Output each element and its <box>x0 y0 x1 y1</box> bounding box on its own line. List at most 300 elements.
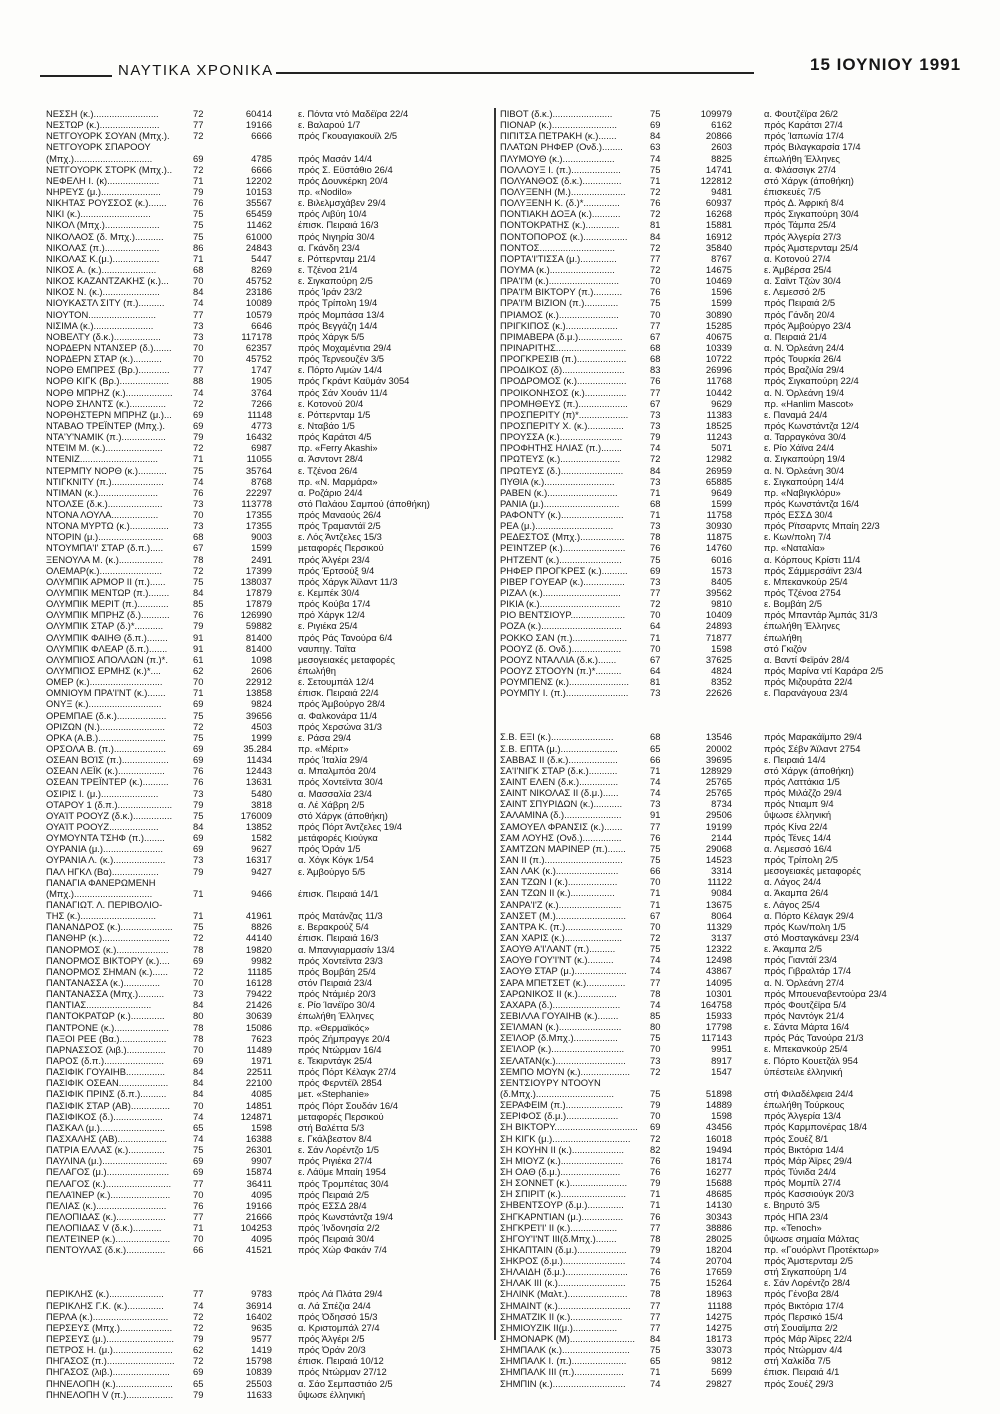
ship-name: ΠΙΟΝΑΡ (κ.)......................... <box>500 119 618 131</box>
build-year: 72 <box>650 1132 661 1144</box>
ship-row <box>496 431 966 442</box>
ship-name: ΠΑΥΛΙΝΑ (μ.)......................... <box>46 1155 168 1167</box>
ship-row <box>496 1055 966 1066</box>
ship-row <box>46 988 476 999</box>
build-year: 72 <box>193 130 204 142</box>
ship-row <box>46 453 476 464</box>
ship-position: πρός Φουτζέϊρα 5/4 <box>764 998 847 1010</box>
ship-position: πρός Βομβάη 25/4 <box>298 965 376 977</box>
ship-position: πρός Χάργκ 5/5 <box>298 330 365 342</box>
ship-row <box>46 1344 476 1355</box>
ship-position: ε. Σάντα Μάρτα 16/4 <box>764 1021 850 1033</box>
ship-row <box>496 141 966 152</box>
ship-name: ΝΙΚΟΣ Α. (κ.)..................... <box>46 263 157 275</box>
tonnage: 28025 <box>705 1232 732 1244</box>
ship-position: ε. Άμβέρσα 25/4 <box>764 263 832 275</box>
build-year: 79 <box>193 1388 204 1400</box>
ship-position: πρός Βεγγάζη 14/4 <box>298 319 378 331</box>
ship-row <box>46 108 476 119</box>
build-year: 75 <box>650 854 661 865</box>
build-year: 70 <box>193 676 204 688</box>
ship-name: ΣΗΜΙΟΥΖΙΚ ΙΙ(μ.)................. <box>500 1321 618 1333</box>
ship-name: ΣΕΛΑΤΑΝ(κ.)........................... <box>500 1054 626 1066</box>
ship-name: ΣΕΡΙΦΟΣ (δ.μ.).................... <box>500 1110 619 1122</box>
ship-position: πρός Πειραιά 30/4 <box>298 1233 375 1245</box>
ship-position: α. Βαντί Φεϊράν 28/4 <box>764 653 850 665</box>
ship-row <box>46 353 476 364</box>
ship-row <box>496 1110 966 1121</box>
build-year: 69 <box>193 1155 204 1167</box>
ship-position: στό Παλάου Σαμπού (άποθήκη) <box>298 497 430 509</box>
tonnage: 19199 <box>705 820 732 832</box>
tonnage: 8917 <box>711 1054 732 1066</box>
ship-row <box>496 576 966 587</box>
tonnage: 23186 <box>245 286 272 298</box>
ship-position: πρός Τραμαντάϊ 2/5 <box>298 520 381 532</box>
ship-position: πρός Σέβν Άϊλαντ 2754 <box>764 742 861 754</box>
tonnage: 14889 <box>705 1099 732 1111</box>
ship-position: ε. Σάν Λορέντζο 28/4 <box>764 1277 851 1289</box>
tonnage: 11329 <box>706 920 732 932</box>
build-year: 72 <box>193 1321 204 1333</box>
tonnage: 25503 <box>245 1377 272 1389</box>
ship-position: πρός Ίράν 23/2 <box>298 286 363 298</box>
ship-name: ΡΗΦΕΡ ΠΡΟΓΚΡΕΣ (κ.).......... <box>500 564 628 576</box>
ship-name: ΣΑΡΩΝΙΚΟΣ ΙΙ (κ.)............... <box>500 987 617 999</box>
ship-row <box>496 910 966 921</box>
tonnage: 60414 <box>245 108 272 119</box>
ship-position: ΰψωσε έλληνική <box>298 1388 366 1400</box>
ship-name: ΠΟΛΥΞΕΝΗ Κ. (δ.)*.............. <box>500 197 620 209</box>
ship-position: έπισκ. Πειραιά 10/12 <box>298 1355 384 1367</box>
ship-row <box>496 1088 966 1099</box>
ship-name: ΝΤΑ'Υ'ΝΑΜΙΚ (π.)................. <box>46 431 166 443</box>
ship-row <box>46 687 476 698</box>
tonnage: 5447 <box>251 252 272 264</box>
ship-row <box>496 999 966 1010</box>
ship-position: πρός Τουρκία 26/4 <box>764 353 842 365</box>
tonnage: 29068 <box>705 842 732 854</box>
build-year: 71 <box>650 1199 661 1211</box>
ship-row <box>46 1311 476 1322</box>
list-spacer <box>496 698 966 731</box>
tonnage: 117143 <box>701 1032 732 1044</box>
build-year: 69 <box>193 1366 204 1378</box>
ship-name: ΠΡΙΜΑΒΕΡΑ (δ.μ.)................. <box>500 330 623 342</box>
build-year: 81 <box>650 219 661 231</box>
ship-name: ΟΥΑΊΤ ΡΟΟΥΖ (δ.κ.)............... <box>46 809 173 821</box>
ship-row <box>46 1300 476 1311</box>
ship-name: ΠΗΝΕΛΟΠΗ (κ.)...................... <box>46 1377 173 1389</box>
build-year: 76 <box>650 542 661 554</box>
ship-row <box>46 119 476 130</box>
tonnage: 1598 <box>711 642 732 654</box>
build-year: 62 <box>193 1344 204 1356</box>
ship-position: πρός Μάρ Άϊρες 22/4 <box>764 1333 853 1345</box>
ship-name: ΠΕΡΣΕΥΣ (μ.).......................... <box>46 1333 174 1345</box>
tonnage: 6162 <box>711 119 732 131</box>
build-year: 71 <box>193 910 204 922</box>
ship-name: ΠΟΝΤΙΑΚΗ ΔΟΞΑ (κ.)........... <box>500 208 621 220</box>
ship-position: στή Σουαϊμπα 2/2 <box>764 1321 838 1333</box>
build-year: 91 <box>650 809 661 821</box>
build-year: 72 <box>650 598 661 610</box>
ship-name: ΟΣΕΑΝ ΛΕΪΚ (κ.).................. <box>46 765 165 777</box>
tonnage: 6987 <box>251 442 272 454</box>
tonnage: 10579 <box>245 308 272 320</box>
ship-position: έπισκ. Πειραιά 4/1 <box>764 1366 840 1378</box>
ship-name: ΣΗΜΑΤΖΙΚ ΙΙ (κ.).................... <box>500 1310 623 1322</box>
ship-name: ΟΛΥΜΠΙΚ ΦΛΕΑΡ (δ.π.)....... <box>46 642 168 654</box>
ship-name: ΣΗΚΡΟΣ (δ.μ.)........................ <box>500 1255 626 1267</box>
ship-position: ΰψωσε σημαία Μάλτας <box>764 1232 860 1244</box>
tonnage: 9649 <box>711 486 732 498</box>
ship-row <box>496 1355 966 1366</box>
ship-name: ΣΑΛΑΜΙΝΑ (δ.)...................... <box>500 809 622 821</box>
ship-position: πρός Άλγέρι 23/4 <box>298 553 370 565</box>
ship-row <box>496 309 966 320</box>
ship-row <box>46 565 476 576</box>
tonnage: 43867 <box>705 965 732 977</box>
ship-position: α. Γκάνδη 23/4 <box>298 241 360 253</box>
build-year: 84 <box>193 286 204 298</box>
build-year: 75 <box>193 230 204 242</box>
ship-name: ΣΗ ΚΟΥΗΝ ΙΙ (κ.).................... <box>500 1143 624 1155</box>
ship-position: ε. Βηρυτό 3/5 <box>764 1199 820 1211</box>
tonnage: 11185 <box>247 965 272 977</box>
ship-position: πρός Τένες 14/4 <box>764 831 832 843</box>
ship-name: ΝΤΟΥΜΠΑ'Ι' ΣΤΑΡ (δ.π.)..... <box>46 542 164 554</box>
ship-position: α. Λεμεσσό 16/4 <box>764 842 832 854</box>
ship-name: ΠΡΟΔΡΟΜΟΣ (κ.)................... <box>500 375 627 387</box>
tonnage: 8826 <box>251 921 272 933</box>
tonnage: 113778 <box>241 497 272 509</box>
ship-name: ΟΛΥΜΠΙΟΣ ΕΡΜΗΣ (κ.)*.... <box>46 665 161 677</box>
ship-position: ε. Κων/πολη 7/4 <box>764 531 832 543</box>
ship-row <box>496 854 966 865</box>
ship-name: ΟΡΚΑ (Α.Β.).......................... <box>46 731 166 743</box>
ship-name: ΣΗΜΑΙΝΤ (κ.)............................ <box>500 1299 631 1311</box>
ship-name: ΟΡΕΜΠΑΕ (δ.κ.)................... <box>46 709 167 721</box>
build-year: 77 <box>193 1210 204 1222</box>
ship-position: μεταφορές Περσικού <box>298 1110 384 1122</box>
ship-position: α. Χόγκ Κόγκ 1/54 <box>298 854 374 866</box>
ship-name: ΝΙΚΙ (κ.)........................... <box>46 208 151 220</box>
tonnage: 15933 <box>705 1009 732 1021</box>
ship-name: ΠΛΑΤΩΝ ΡΗΦΕΡ (Ονδ.)........ <box>500 141 623 153</box>
build-year: 73 <box>650 687 661 699</box>
build-year: 68 <box>193 263 204 275</box>
ship-position: ε. Παρανάγουα 23/4 <box>764 687 848 699</box>
ship-row <box>46 531 476 542</box>
tonnage: 30930 <box>705 520 732 532</box>
ship-position: α. Μασσαλία 23/4 <box>298 787 372 799</box>
ship-row <box>496 943 966 954</box>
ship-position: πρός Λά Πλάτα 29/4 <box>298 1288 383 1300</box>
ship-name: ΣΑΝΤΡΑ Κ. (π.)...................... <box>500 920 623 932</box>
ship-name: ΣΗΒΕΝΤΣΟΥΡ (δ.μ.).............. <box>500 1199 624 1211</box>
section-title: ΝΑΥΤΙΚΑ ΧΡΟΝΙΚΑ <box>118 62 274 79</box>
ship-row <box>46 1133 476 1144</box>
ship-row <box>46 1122 476 1133</box>
ship-name: ΠΡΙΓΚΙΠΟΣ (κ.).................... <box>500 319 618 331</box>
ship-position: πρός Σουέζ 8/1 <box>764 1132 829 1144</box>
ship-position: πρός Καρμπονέρας 18/4 <box>764 1121 867 1133</box>
ship-row <box>46 799 476 810</box>
ship-row <box>496 843 966 854</box>
ship-position: πρός Χοντεϊντα 23/3 <box>298 954 383 966</box>
ship-name: ΣΑΝΡΑ'Ι'Ζ (κ.)........................ <box>500 898 622 910</box>
ship-position: πρός Ράς Τανούρα 21/3 <box>764 1032 864 1044</box>
ship-name: ΣΕΒΙΛΛΑ ΓΟΥΑΙΗΒ (κ.)........ <box>500 1009 619 1021</box>
ship-name: ΣΗ ΣΟΝΝΕΤ (κ.)...................... <box>500 1177 628 1189</box>
ship-position: πρός ΕΣΣΔ 30/4 <box>764 509 833 521</box>
build-year: 77 <box>193 364 204 376</box>
ship-position: στό Μοσταγκάνεμ 23/4 <box>764 931 859 943</box>
build-year: 65 <box>650 1355 661 1367</box>
ship-position: ε. Σιγκαπούρη 14/4 <box>764 475 845 487</box>
ship-position: ύπέστειλε έλληνική <box>764 1065 843 1077</box>
build-year: 69 <box>193 743 204 755</box>
build-year: 70 <box>193 1233 204 1245</box>
build-year: 65 <box>193 1377 204 1389</box>
ship-row <box>496 977 966 988</box>
ship-row <box>496 899 966 910</box>
ship-name: ΠΗΓΑΣΟΣ (λιβ.)...................... <box>46 1366 170 1378</box>
ship-position: πρός Γένοβα 28/4 <box>764 1288 840 1300</box>
ship-row <box>496 809 966 820</box>
tonnage: 8269 <box>251 263 272 275</box>
ship-name: ΣΑΙΝΤ ΕΛΕΝ (δ.κ.)............... <box>500 776 619 788</box>
build-year: 76 <box>650 1210 661 1222</box>
build-year: 76 <box>193 609 204 621</box>
ship-name: ΣΗΛΑΚ ΙΙΙ (κ.).......................... <box>500 1277 626 1289</box>
ship-row <box>496 108 966 119</box>
ship-row <box>46 164 476 175</box>
ship-name: ΠΡΟΣΠΕΡΙΤΥ Χ. (κ.).............. <box>500 419 624 431</box>
build-year: 69 <box>193 1054 204 1066</box>
tonnage: 2144 <box>711 831 732 843</box>
ship-position: α. Σιγκαπούρη 19/4 <box>764 453 846 465</box>
tonnage: 4095 <box>251 1188 272 1200</box>
tonnage: 48685 <box>705 1188 732 1200</box>
ship-position: πρός Άλγερία 27/3 <box>764 230 842 242</box>
ship-position: α. Πόρτο Κέλαγκ 29/4 <box>764 909 854 921</box>
build-year: 75 <box>650 553 661 565</box>
build-year: 71 <box>193 174 204 186</box>
ship-row <box>496 887 966 898</box>
ship-name: ΠΡΑ'Ι'Μ ΒΙΚΤΟΡΥ (π.)........... <box>500 286 623 298</box>
ship-row <box>46 732 476 743</box>
ship-row <box>496 1233 966 1244</box>
tonnage: 25765 <box>705 787 732 799</box>
ship-position: πρός Ντάμιέρ 20/3 <box>298 988 376 1000</box>
build-year: 64 <box>650 620 661 632</box>
ship-name: ΣΗ ΒΙΚΤΟΡΥ................................ <box>500 1121 638 1133</box>
ship-name: ΝΕΦΕΛΗ Ι. (κ).................... <box>46 174 160 186</box>
ship-name: Σ.Β. ΕΠΤΑ (μ.)...................... <box>500 742 618 754</box>
ship-position: πρός Μπαντάρ Άμπάς 31/3 <box>764 609 878 621</box>
ship-name: ΣΗΜΠΑΛΚ ΙΙΙ (π.)................... <box>500 1366 624 1378</box>
ship-row <box>46 1189 476 1200</box>
tonnage: 1599 <box>251 542 272 554</box>
ship-name: ΟΥΜΟΥΝΤΑ ΤΣΗΦ (π.)........ <box>46 832 165 844</box>
tonnage: 15086 <box>245 1021 272 1033</box>
ship-name: ΝΤΙΓΚΝΙΤΥ (π.).................... <box>46 475 164 487</box>
ship-row <box>46 219 476 230</box>
ship-position: πρός Άλγερία 13/4 <box>764 1110 842 1122</box>
ship-position: πρός Δ. Άφρική 8/4 <box>764 197 844 209</box>
build-year: 69 <box>193 832 204 844</box>
ship-name: ΡΑΒΕΝ (κ.)........................... <box>500 486 618 498</box>
tonnage: 44140 <box>245 932 272 944</box>
tonnage: 17355 <box>245 509 272 521</box>
tonnage: 61000 <box>245 230 272 242</box>
ship-position: πρός Μιλάζζο 29/4 <box>764 787 842 799</box>
ship-row <box>46 554 476 565</box>
ship-row <box>496 387 966 398</box>
ship-position: έπωλήθη Τούρκους <box>764 1099 845 1111</box>
build-year: 70 <box>193 341 204 353</box>
ship-position: έπωλήθη Έλληνες <box>764 152 840 164</box>
build-year: 71 <box>650 486 661 498</box>
ship-row <box>496 1211 966 1222</box>
ship-name: ΡΕΊΝΤΖΕΡ (κ.)........................ <box>500 542 626 554</box>
ship-name: ΠΕΝΤΟΥΛΑΣ (δ.κ.)............... <box>46 1244 166 1256</box>
ship-name: (Μπχ.).............................. <box>46 887 153 899</box>
ship-name: ΡΙΚΙΑ (κ.)............................... <box>500 598 621 610</box>
build-year: 70 <box>650 876 661 888</box>
ship-row <box>496 1032 966 1043</box>
tonnage: 10442 <box>705 386 732 398</box>
ship-name: ΣΑΙΝΤ ΣΠΥΡΙΔΩΝ (κ.)........... <box>500 798 623 810</box>
tonnage: 1971 <box>251 1054 272 1066</box>
ship-row <box>46 765 476 776</box>
build-year: 76 <box>650 286 661 298</box>
ship-name: ΟΜΝΙΟΥΜ ΠΡΑ'Ι'ΝΤ (κ.)....... <box>46 687 166 699</box>
ship-name: ΣΗΚΑΠΤΑΙΝ (δ.μ.)................... <box>500 1243 627 1255</box>
build-year: 75 <box>193 464 204 476</box>
ship-position: ε. Λάγος 25/4 <box>764 898 820 910</box>
tonnage: 2603 <box>711 141 732 153</box>
ship-row <box>496 765 966 776</box>
ship-position: πρός Κωνστάντζα 12/4 <box>764 419 860 431</box>
ship-row <box>46 843 476 854</box>
tonnage: 8767 <box>711 252 732 264</box>
ship-position: πρός Σιγκαπούρη 22/4 <box>764 375 859 387</box>
ship-name: ΡΕΑ (μ.).............................. <box>500 520 614 532</box>
ship-name: ΟΛΥΜΠΙΚ ΑΡΜΟΡ ΙΙ (π.)...... <box>46 575 166 587</box>
ship-name: ΣΗ ΚΙΓΚ (μ.).............................. <box>500 1132 631 1144</box>
ship-name: ΝΤΕΡΜΠΥ ΝΟΡΘ (κ.)........... <box>46 464 167 476</box>
ship-row <box>46 910 476 921</box>
build-year: 74 <box>193 1110 204 1122</box>
build-year: 68 <box>650 341 661 353</box>
ship-position: ε. Τζένοα 21/4 <box>298 263 358 275</box>
ship-row <box>46 721 476 732</box>
build-year: 78 <box>193 1032 204 1044</box>
ship-row <box>496 687 966 698</box>
tonnage: 1599 <box>711 297 732 309</box>
ship-name: ΣΑΜΟΥΕΛ ΦΡΑΝΣΙΣ (κ.)....... <box>500 820 623 832</box>
build-year: 84 <box>193 587 204 599</box>
tonnage: 10839 <box>245 1366 272 1378</box>
ship-position: πρός Όράν 1/5 <box>298 843 361 855</box>
ship-row <box>496 264 966 275</box>
ship-name: ΠΑΝΑΓΙΩΤ. Λ. ΠΕΡΙΒΟΛΙΟ- <box>46 898 163 910</box>
ship-position: πρ. «Nodilo» <box>298 185 353 197</box>
build-year: 70 <box>650 275 661 287</box>
build-year: 71 <box>650 764 661 776</box>
tonnage: 30639 <box>245 1010 272 1022</box>
ship-name: ΠΑΣΙΦΙΚΟΣ (δ.)................... <box>46 1110 163 1122</box>
ship-name: ΣΕΊΛΟΡ (δ.Μπχ.)................. <box>500 1032 618 1044</box>
build-year: 70 <box>650 609 661 621</box>
build-year: 70 <box>193 509 204 521</box>
ship-name: ΡΑΝΙΑ (μ.)............................. <box>500 497 620 509</box>
build-year: 61 <box>193 653 204 665</box>
ship-row <box>496 554 966 565</box>
tonnage: 65459 <box>245 208 272 220</box>
ship-position: πρός Πόρτ Σουδάν 16/4 <box>298 1099 398 1111</box>
ship-row <box>46 676 476 687</box>
tonnage: 1547 <box>711 1065 732 1077</box>
ship-row <box>46 409 476 420</box>
ship-row <box>46 476 476 487</box>
ship-position: στό Χάργκ (άποθήκη) <box>764 174 854 186</box>
ship-name: ΟΝΥΞ (κ.)............................ <box>46 698 162 710</box>
build-year: 75 <box>650 297 661 309</box>
ship-name: ΟΥΡΑΝΙΑ (μ.)....................... <box>46 843 163 855</box>
ship-name: ΠΟΝΤΟΠΟΡΟΣ (κ.)................. <box>500 230 628 242</box>
ship-row <box>496 731 966 742</box>
ship-name: ΠΟΛΥΞΕΝΗ (Μ.)..................... <box>500 185 626 197</box>
build-year: 69 <box>193 954 204 966</box>
ship-row <box>46 197 476 208</box>
build-year: 77 <box>193 308 204 320</box>
ship-name: ΝΗΡΕΥΣ (μ.)....................... <box>46 185 161 197</box>
ship-position: πρός Μάρ Άϊρες 29/4 <box>764 1154 853 1166</box>
ship-name: ΡΟΥΜΠΥ Ι. (π.)........................ <box>500 687 629 699</box>
ship-row <box>46 231 476 242</box>
ship-name: ΝΤΟΝΑ ΜΥΡΤΩ (κ.)............... <box>46 520 169 532</box>
build-year: 73 <box>193 319 204 331</box>
ship-name: ΝΕΤΓΟΥΟΡΚ ΣΠΑΡΟΟΥ <box>46 141 151 153</box>
ship-row <box>46 130 476 141</box>
tonnage: 16268 <box>705 208 732 220</box>
ship-name: (Μπχ.).............................. <box>46 152 153 164</box>
build-year: 74 <box>650 954 661 966</box>
build-year: 79 <box>650 1177 661 1189</box>
build-year: 68 <box>650 731 661 743</box>
tonnage: 1598 <box>251 1121 272 1133</box>
build-year: 75 <box>650 943 661 955</box>
ship-name: ΠΕΛΟΠΙΔΑΣ V (δ.κ.)........... <box>46 1222 162 1234</box>
tonnage: 6666 <box>251 163 272 175</box>
ship-row <box>496 1266 966 1277</box>
ship-position: πρός Ντώρμαν 27/12 <box>298 1366 387 1378</box>
build-year: 79 <box>193 185 204 197</box>
ship-name: ΠΑΡΝΑΣΣΟΣ (λιβ.)............... <box>46 1043 166 1055</box>
tonnage: 13675 <box>705 898 732 910</box>
tonnage: 3314 <box>711 865 732 877</box>
ship-row <box>46 977 476 988</box>
tonnage: 3818 <box>251 798 272 810</box>
build-year: 69 <box>650 564 661 576</box>
ship-name: ΝΤΟΝΑ ΛΟΥΛΑ.................. <box>46 509 159 521</box>
ship-row <box>46 264 476 275</box>
tonnage: 1098 <box>251 653 272 665</box>
